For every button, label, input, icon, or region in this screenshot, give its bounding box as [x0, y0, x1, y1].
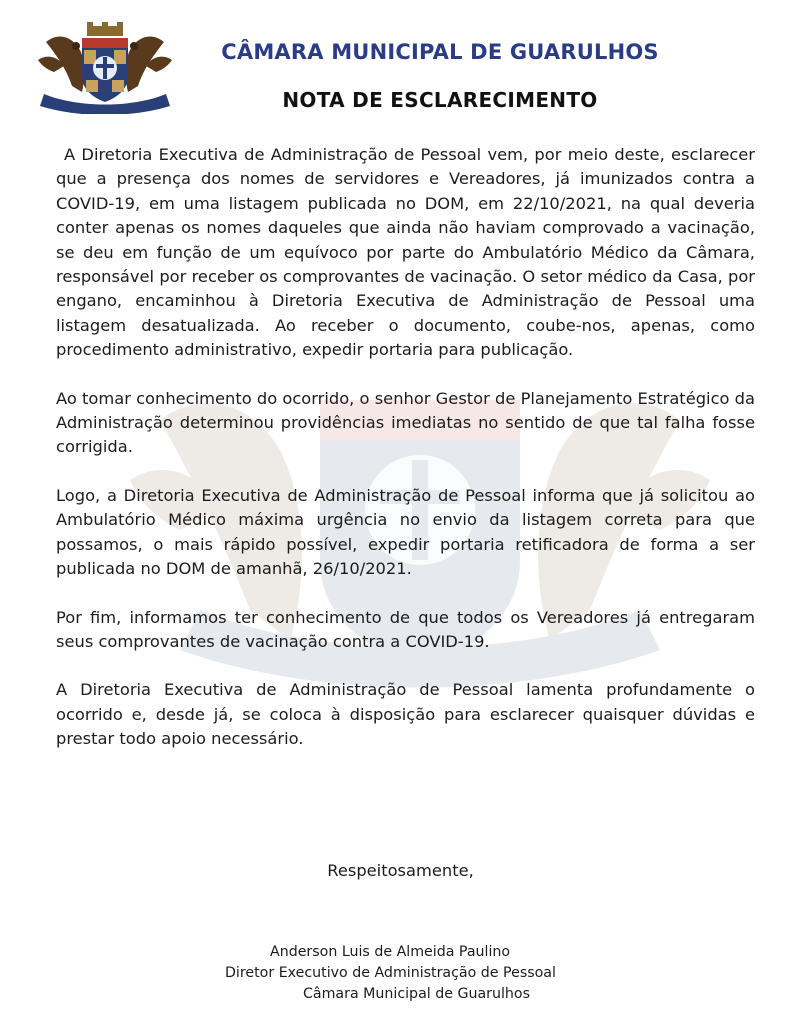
letterhead — [0, 0, 801, 120]
signatory-role: Diretor Executivo de Administração de Pessoal — [225, 965, 556, 981]
paragraph: A Diretoria Executiva de Administração de Pessoal vem, por meio deste, esclarecer que a presença dos nomes de servidores e Vereadores, já imunizados contra a COVID-19, em uma listagem publicada no DOM, em 22/10/2021, na qual deveria conter apenas os nomes daqueles que ainda não haviam comprovado a vacinação, se deu em função de um equívoco por parte do Ambulatório Médico da Câmara, responsável por receber os comprovantes de vacinação. O setor médico da Casa, por engano, encaminhou à Diretoria Executiva de Administração de Pessoal uma listagem desatualizada. Ao receber o documento, coube-nos, apenas, como procedimento administrativo, expedir portaria para publicação. — [56, 145, 755, 360]
paragraph: Ao tomar conhecimento do ocorrido, o senhor Gestor de Planejamento Estratégico da Administração determinou providências imediatas no sentido de que tal falha fosse corrigida. — [56, 388, 755, 457]
closing-salutation — [0, 861, 801, 880]
closing-text: Respeitosamente, — [327, 861, 474, 880]
organization-title: CÂMARA MUNICIPAL DE GUARULHOS — [221, 40, 659, 64]
signatory-institution: Câmara Municipal de Guarulhos — [303, 986, 530, 1002]
signatory-name: Anderson Luis de Almeida Paulino — [270, 944, 511, 960]
document-body — [56, 143, 755, 776]
paragraph: Por fim, informamos ter conhecimento de que todos os Vereadores já entregaram seus comprovantes de vacinação contra a COVID-19. — [56, 607, 755, 651]
coat-of-arms-icon — [38, 22, 172, 114]
document-title: NOTA DE ESCLARECIMENTO — [282, 88, 598, 112]
paragraph: Logo, a Diretoria Executiva de Administração de Pessoal informa que já solicitou ao Ambulatório Médico máxima urgência no envio da listagem correta para que possamos, o mais rápido possível, expedir portaria retificadora de forma a ser publicada no DOM de amanhã, 26/10/2021. — [56, 485, 755, 579]
paragraph: A Diretoria Executiva de Administração de Pessoal lamenta profundamente o ocorrido e, desde já, se coloca à disposição para esclarecer quaisquer dúvidas e prestar todo apoio necessário. — [56, 680, 755, 749]
